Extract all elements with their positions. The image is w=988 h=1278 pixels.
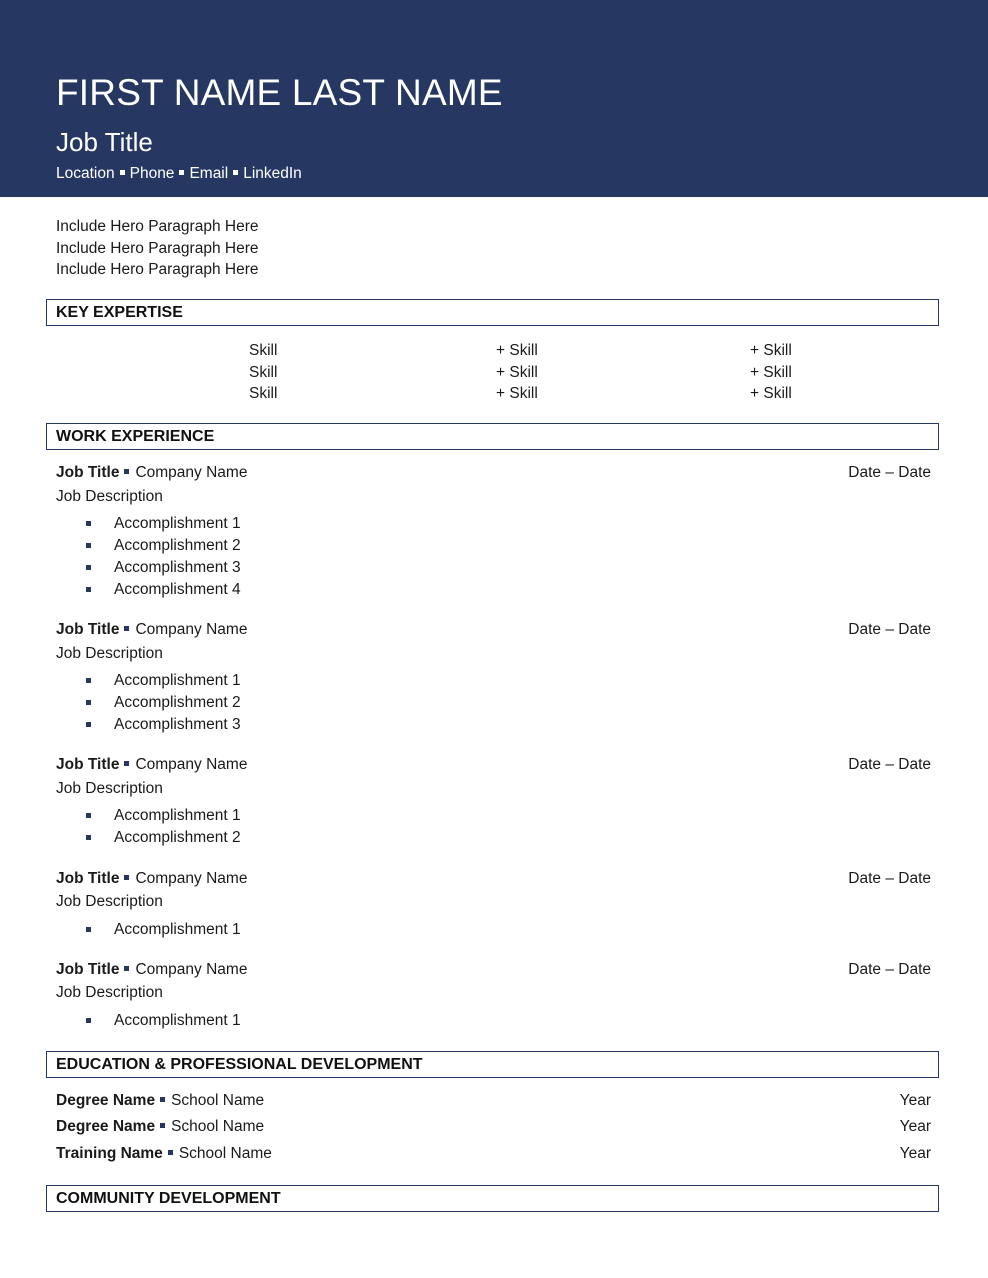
accomplishment-list [86,919,241,941]
skills-column-1 [249,340,277,405]
accomplishment-item: Accomplishment 3 [86,557,241,579]
accomplishment-list [86,513,241,601]
job-title: Job Title [56,621,120,638]
accomplishment-item: Accomplishment 1 [86,805,241,827]
company-name: Company Name [135,756,248,773]
hero-line: Include Hero Paragraph Here [56,218,259,235]
accomplishment-item: Accomplishment 1 [86,919,241,941]
education-year: Year [899,1092,931,1109]
job-header [56,870,931,892]
separator-square-icon [168,1150,173,1155]
contact-linkedin: LinkedIn [243,165,302,182]
job-dates: Date – Date [848,870,931,887]
accomplishment-item: Accomplishment 4 [86,579,241,601]
accomplishment-list [86,1010,241,1032]
section-community-development [46,1185,939,1212]
separator-square-icon [124,761,129,766]
skill-item: + Skill [496,342,538,359]
hero-line: Include Hero Paragraph Here [56,239,259,257]
skill-item: Skill [249,385,278,402]
hero-paragraph [56,216,258,281]
education-year: Year [899,1145,931,1162]
separator-square-icon [120,170,125,175]
job-description: Job Description [56,780,163,797]
section-title: WORK EXPERIENCE [56,428,215,445]
job-header [56,756,931,778]
job-description: Job Description [56,893,163,910]
job-header [56,464,931,486]
separator-square-icon [179,170,184,175]
separator-square-icon [124,966,129,971]
contact-location: Location [56,165,115,182]
section-title: KEY EXPERTISE [56,304,183,321]
job-title: Job Title [56,870,120,887]
job-dates: Date – Date [848,621,931,638]
accomplishment-item: Accomplishment 2 [86,692,241,714]
accomplishment-item: Accomplishment 2 [86,827,241,849]
skill-item: + Skill [496,363,538,381]
skill-item: + Skill [496,385,538,402]
job-title: Job Title [56,464,120,481]
job-dates: Date – Date [848,961,931,978]
separator-square-icon [160,1123,165,1128]
accomplishment-list [86,670,241,736]
job-dates: Date – Date [848,464,931,481]
job-title: Job Title [56,756,120,773]
accomplishment-item: Accomplishment 1 [86,1010,241,1032]
skill-item: + Skill [750,385,792,402]
skill-item: Skill [249,363,278,381]
candidate-name: FIRST NAME LAST NAME [56,72,503,113]
education-row [56,1092,931,1114]
separator-square-icon [124,875,129,880]
accomplishment-item: Accomplishment 3 [86,714,241,736]
education-row [56,1145,931,1167]
contact-email: Email [189,165,229,182]
skills-column-2 [496,340,538,405]
job-header [56,961,931,983]
company-name: Company Name [135,621,248,638]
section-title: COMMUNITY DEVELOPMENT [56,1190,281,1207]
education-year: Year [899,1118,931,1135]
company-name: Company Name [135,464,248,481]
separator-square-icon [233,170,238,175]
skill-item: + Skill [750,342,792,359]
separator-square-icon [160,1097,165,1102]
section-education [46,1051,939,1078]
job-description: Job Description [56,645,163,662]
skill-item: Skill [249,342,278,359]
job-header [56,621,931,643]
degree-name: Degree Name [56,1092,156,1109]
school-name: School Name [178,1145,272,1162]
section-work-experience [46,423,939,450]
degree-name: Degree Name [56,1118,156,1135]
accomplishment-list [86,805,241,849]
resume-header [0,0,988,197]
contact-phone: Phone [129,165,175,182]
school-name: School Name [171,1092,265,1109]
accomplishment-item: Accomplishment 1 [86,670,241,692]
accomplishment-item: Accomplishment 1 [86,513,241,535]
company-name: Company Name [135,870,248,887]
skill-item: + Skill [750,363,792,381]
job-description: Job Description [56,488,163,505]
contact-line [56,165,302,183]
skills-column-3 [750,340,792,405]
separator-square-icon [124,626,129,631]
header-job-title: Job Title [56,127,153,157]
separator-square-icon [124,469,129,474]
school-name: School Name [171,1118,265,1135]
accomplishment-item: Accomplishment 2 [86,535,241,557]
training-name: Training Name [56,1145,163,1162]
hero-line: Include Hero Paragraph Here [56,261,259,278]
section-title: EDUCATION & PROFESSIONAL DEVELOPMENT [56,1056,423,1073]
company-name: Company Name [135,961,248,978]
education-row [56,1118,931,1140]
section-key-expertise [46,299,939,326]
job-title: Job Title [56,961,120,978]
job-description: Job Description [56,984,163,1001]
job-dates: Date – Date [848,756,931,773]
